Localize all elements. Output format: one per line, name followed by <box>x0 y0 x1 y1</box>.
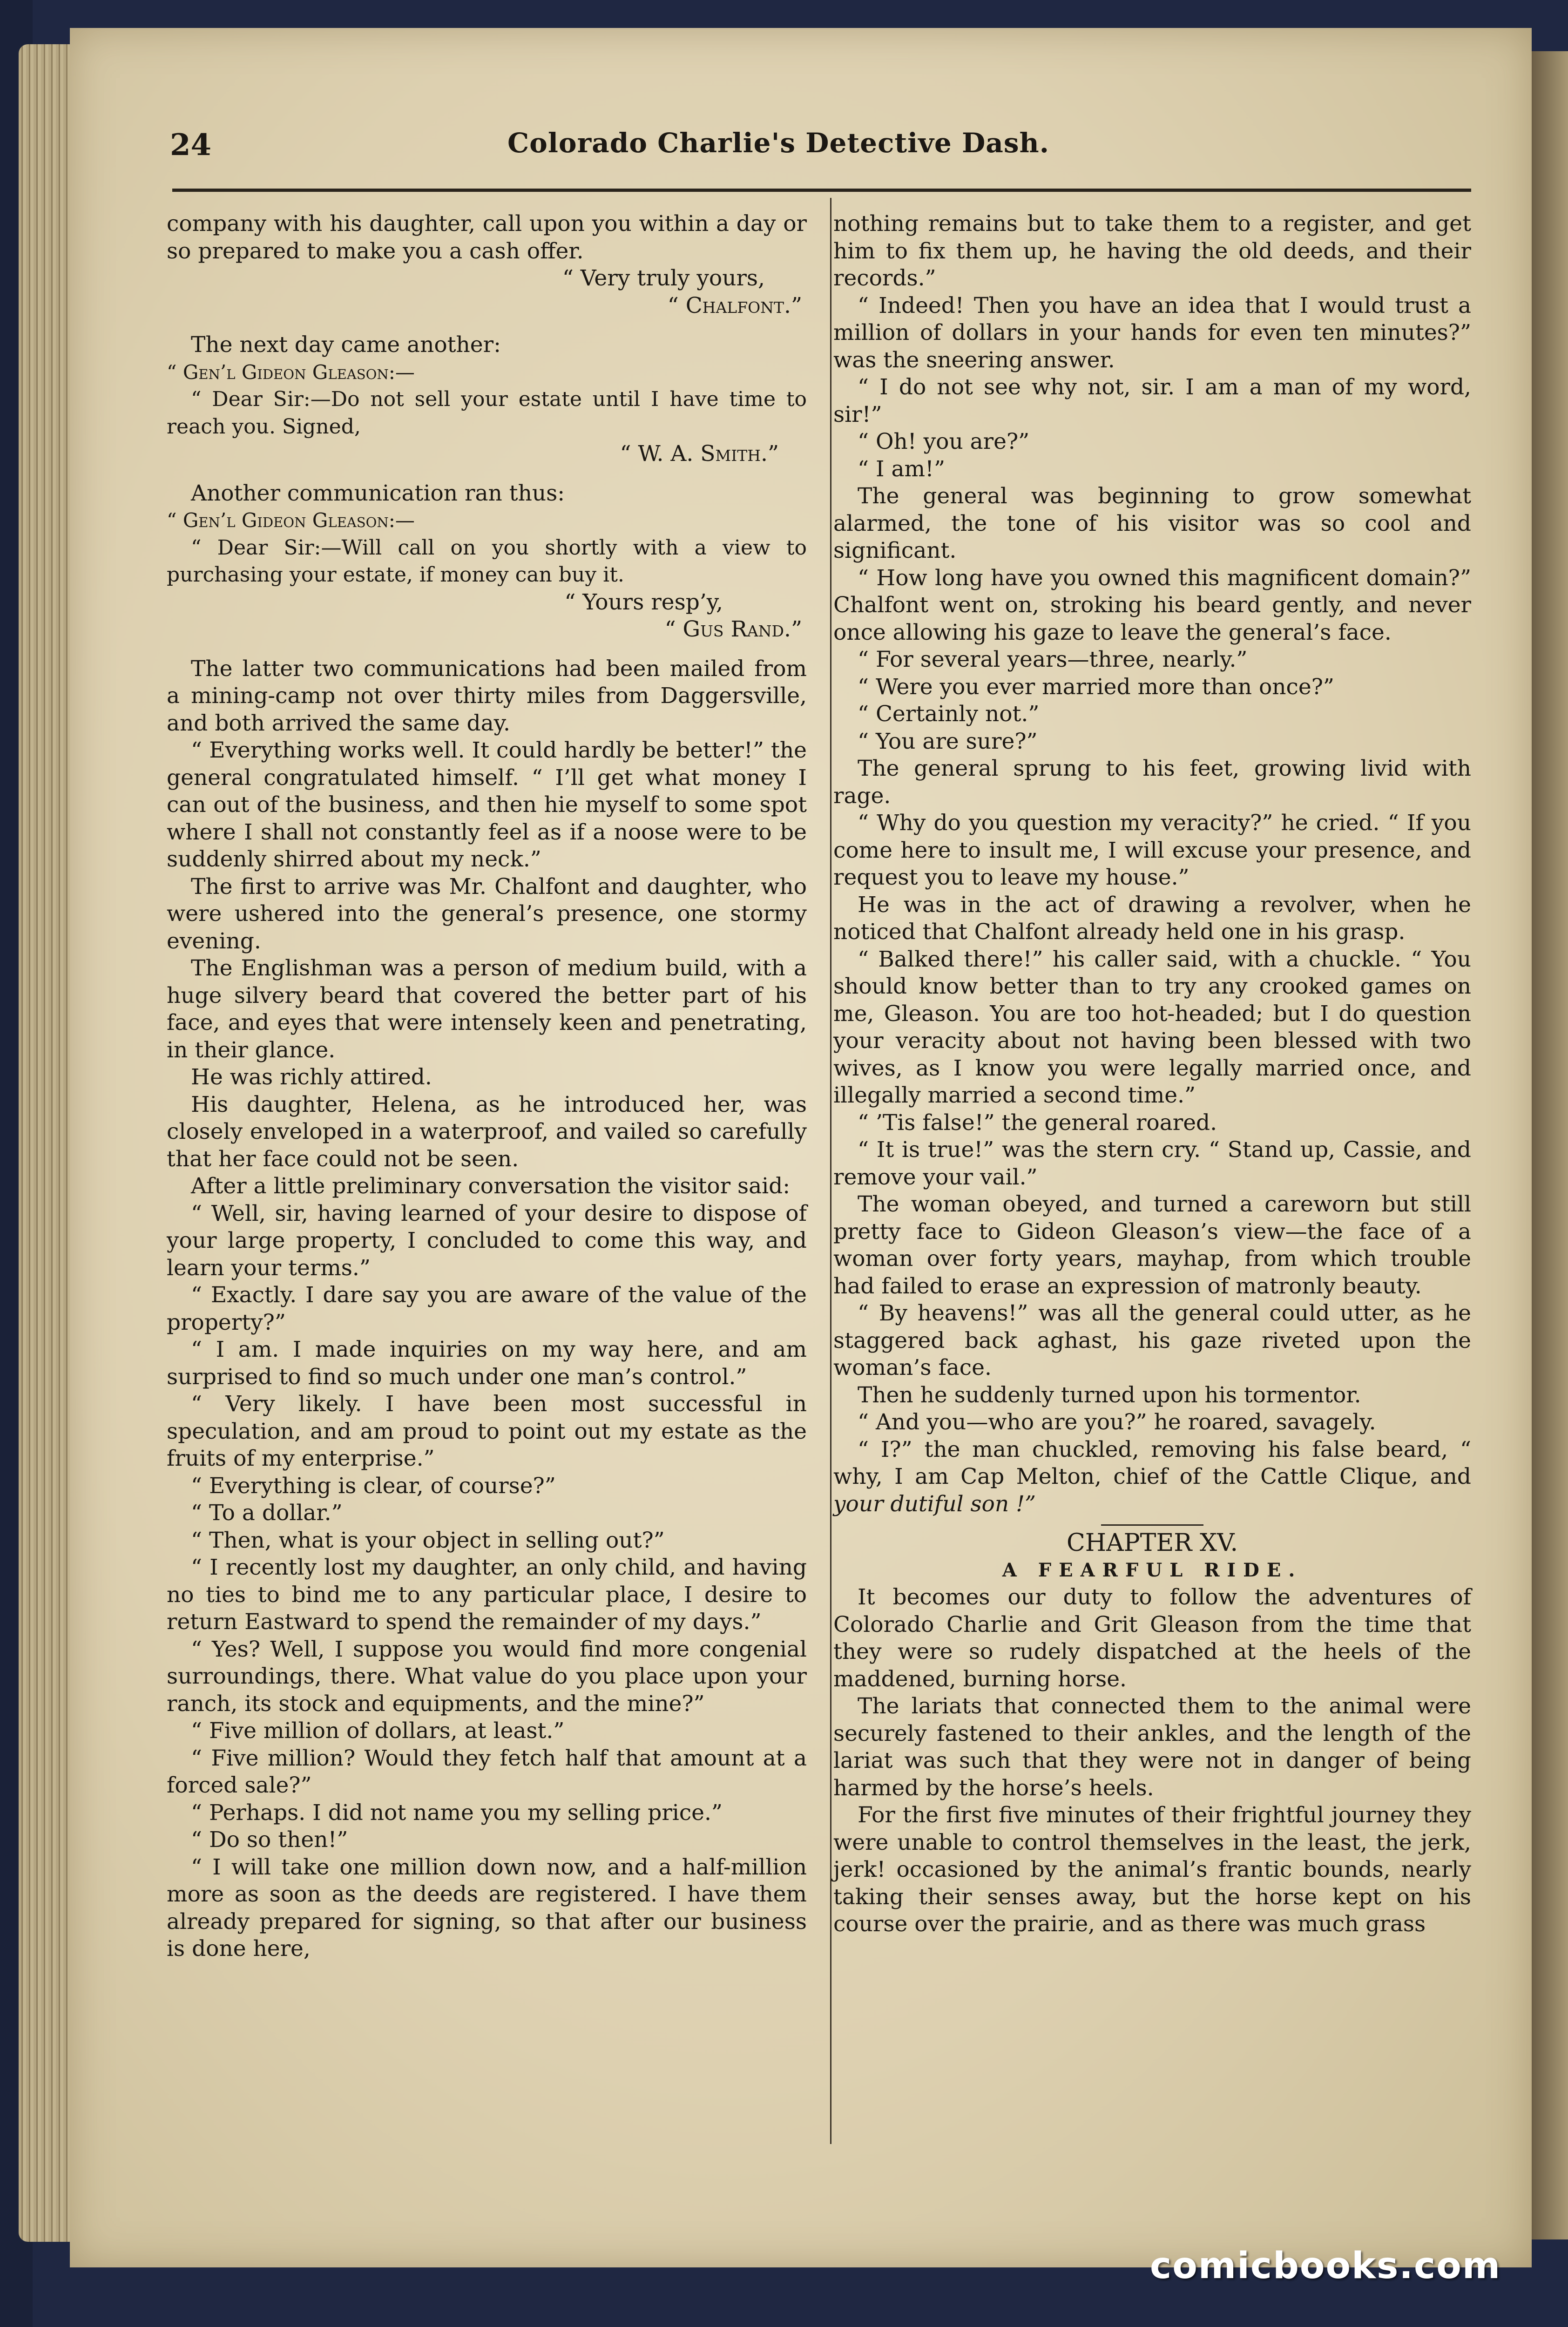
paragraph: It becomes our duty to follow the adventures of Colorado Charlie and Grit Gleason from the time that they were so rudely dispatched at the heels of the maddened, burning horse. <box>833 1584 1471 1692</box>
paragraph: “ Indeed! Then you have an idea that I would trust a million of dollars in your hands for even ten minutes?” was the sneering answer. <box>833 292 1471 373</box>
header-rule <box>172 189 1471 192</box>
paragraph: “ I will take one million down now, and a half-million more as soon as the deeds are registered. I have them already prepared for signing, so that after our business is done here, <box>167 1854 807 1962</box>
letter-body: “ Dear Sir:—Will call on you shortly with a view to purchasing your estate, if money can buy it. <box>167 535 807 587</box>
paragraph: “ I am!” <box>858 456 945 482</box>
paragraph: “ By heavens!” was all the general could utter, as he staggered back aghast, his gaze riveted upon the woman’s face. <box>833 1300 1471 1380</box>
paragraph: “ Very likely. I have been most successful in speculation, and am proud to point out my estate as the fruits of my enterprise.” <box>167 1391 807 1471</box>
paragraph: Then he suddenly turned upon his tormentor. <box>858 1382 1361 1408</box>
letter-closing: “ Yours resp’y, <box>564 589 723 615</box>
letter-closing: “ Very truly yours, <box>562 265 765 291</box>
paragraph: “ Then, what is your object in selling out?” <box>191 1527 665 1553</box>
paragraph: “ Exactly. I dare say you are aware of the value of the property?” <box>167 1282 807 1335</box>
paragraph: “ Certainly not.” <box>858 701 1040 727</box>
letter-signature: “ Gus Rand.” <box>664 616 802 642</box>
paragraph: “ For several years—three, nearly.” <box>858 647 1248 672</box>
paragraph: “ ’Tis false!” the general roared. <box>858 1109 1217 1136</box>
column-divider <box>830 198 831 2144</box>
paragraph: “ Everything is clear, of course?” <box>191 1473 556 1499</box>
paragraph: For the first five minutes of their frightful journey they were unable to control themselves in the least, the jerk, jerk! occasioned by the animal’s frantic bounds, nearly taking their senses away, but the horse kept on his course over the prairie, and as there was much grass <box>833 1802 1471 1937</box>
paragraph: “ I recently lost my daughter, an only child, and having no ties to bind me to any particular place, I desire to return Eastward to spend the remainder of my days.” <box>167 1555 807 1635</box>
paragraph <box>833 1436 1471 1518</box>
paragraph: “ How long have you owned this magnificent domain?” Chalfont went on, stroking his beard gently, and never once allowing his gaze to leave the general’s face. <box>833 565 1471 645</box>
paragraph: “ It is true!” was the stern cry. “ Stand up, Cassie, and remove your vail.” <box>833 1137 1471 1190</box>
letter-signature: “ W. A. Smith.” <box>620 441 779 467</box>
letter-signature: “ Chalfont.” <box>667 292 802 318</box>
watermark: comicbooks.com <box>1150 2245 1501 2287</box>
paragraph: His daughter, Helena, as he introduced her, was closely enveloped in a waterproof, and vailed so carefully that her face could not be seen. <box>167 1091 807 1172</box>
running-head: Colorado Charlie's Detective Dash. <box>507 127 1049 159</box>
paragraph: “ And you—who are you?” he roared, savagely. <box>858 1409 1376 1435</box>
paragraph: The lariats that connected them to the animal were securely fastened to their ankles, and the length of the lariat was such that they were not in danger of being harmed by the horse’s heels. <box>833 1693 1471 1801</box>
facing-page-edge <box>1532 51 1568 2239</box>
paragraph: “ You are sure?” <box>858 728 1038 754</box>
emphasis-text: your dutiful son !” <box>833 1491 1036 1517</box>
letter-salutation: “ Gen’l Gideon Gleason:— <box>167 360 415 384</box>
paragraph: “ Oh! you are?” <box>858 429 1030 454</box>
paragraph: Another communication ran thus: <box>191 480 565 506</box>
paragraph: “ Why do you question my veracity?” he cried. “ If you come here to insult me, I will excuse your presence, and request you to leave my house.” <box>833 810 1471 890</box>
paragraph: “ Were you ever married more than once?” <box>858 674 1334 700</box>
paragraph: nothing remains but to take them to a register, and get him to fix them up, he having the old deeds, and their records.” <box>833 211 1471 291</box>
letter-salutation: “ Gen’l Gideon Gleason:— <box>167 509 415 532</box>
paragraph: “ Balked there!” his caller said, with a chuckle. “ You should know better than to try any crooked games on me, Gleason. You are too hot-headed; but I do question your veracity about not having been blessed with two wives, as I know you were legally married once, and illegally married a second time.” <box>833 946 1471 1108</box>
paragraph: He was richly attired. <box>191 1064 432 1090</box>
letter-body: “ Dear Sir:—Do not sell your estate until I have time to reach you. Signed, <box>167 387 807 439</box>
paragraph: The Englishman was a person of medium build, with a huge silvery beard that covered the better part of his face, and eyes that were intensely keen and penetrating, in their glance. <box>167 955 807 1063</box>
paragraph: “ To a dollar.” <box>191 1500 343 1526</box>
paragraph: “ Perhaps. I did not name you my selling price.” <box>191 1799 723 1826</box>
paragraph: “ I am. I made inquiries on my way here, and am surprised to find so much under one man’s control.” <box>167 1337 807 1390</box>
paragraph: The next day came another: <box>191 332 501 358</box>
paragraph: The general was beginning to grow somewhat alarmed, the tone of his visitor was so cool and significant. <box>833 483 1471 563</box>
chapter-subtitle: A FEARFUL RIDE. <box>1002 1559 1303 1581</box>
paragraph: “ Do so then!” <box>191 1827 348 1853</box>
paragraph: company with his daughter, call upon you within a day or so prepared to make you a cash offer. <box>167 211 807 264</box>
paragraph: “ Well, sir, having learned of your desire to dispose of your large property, I concluded to come this way, and learn your terms.” <box>167 1200 807 1281</box>
page-number: 24 <box>170 128 212 162</box>
paragraph: The general sprung to his feet, growing livid with rage. <box>833 756 1471 809</box>
paragraph-text: “ I?” the man chuckled, removing his false beard, “ why, I am Cap Melton, chief of the Cattle Clique, and <box>833 1436 1471 1489</box>
paragraph: “ Five million of dollars, at least.” <box>191 1718 565 1744</box>
chapter-rule <box>1101 1524 1203 1526</box>
chapter-title: CHAPTER XV. <box>1066 1529 1238 1557</box>
paragraph: “ Five million? Would they fetch half that amount at a forced sale?” <box>167 1745 807 1798</box>
paragraph: “ Everything works well. It could hardly be better!” the general congratulated himself. “ I’ll get what money I can out of the business, and then hie myself to some spot where I shall not constantly feel as if a noose were to be suddenly shirred about my neck.” <box>167 737 807 872</box>
paragraph: “ Yes? Well, I suppose you would find more congenial surroundings, there. What value do you place upon your ranch, its stock and equipments, and the mine?” <box>167 1636 807 1717</box>
paragraph: The first to arrive was Mr. Chalfont and daughter, who were ushered into the general’s presence, one stormy evening. <box>167 873 807 954</box>
paragraph: After a little preliminary conversation the visitor said: <box>191 1173 791 1199</box>
paragraph: The woman obeyed, and turned a careworn but still pretty face to Gideon Gleason’s view—the face of a woman over forty years, mayhap, from which trouble had failed to erase an expression of matronly beauty. <box>833 1191 1471 1299</box>
paragraph: “ I do not see why not, sir. I am a man of my word, sir!” <box>833 374 1471 427</box>
left-column <box>167 210 807 1963</box>
paragraph: He was in the act of drawing a revolver, when he noticed that Chalfont already held one in his grasp. <box>833 892 1471 945</box>
paragraph: The latter two communications had been mailed from a mining-camp not over thirty miles from Daggersville, and both arrived the same day. <box>167 656 807 736</box>
right-column <box>833 210 1471 1938</box>
